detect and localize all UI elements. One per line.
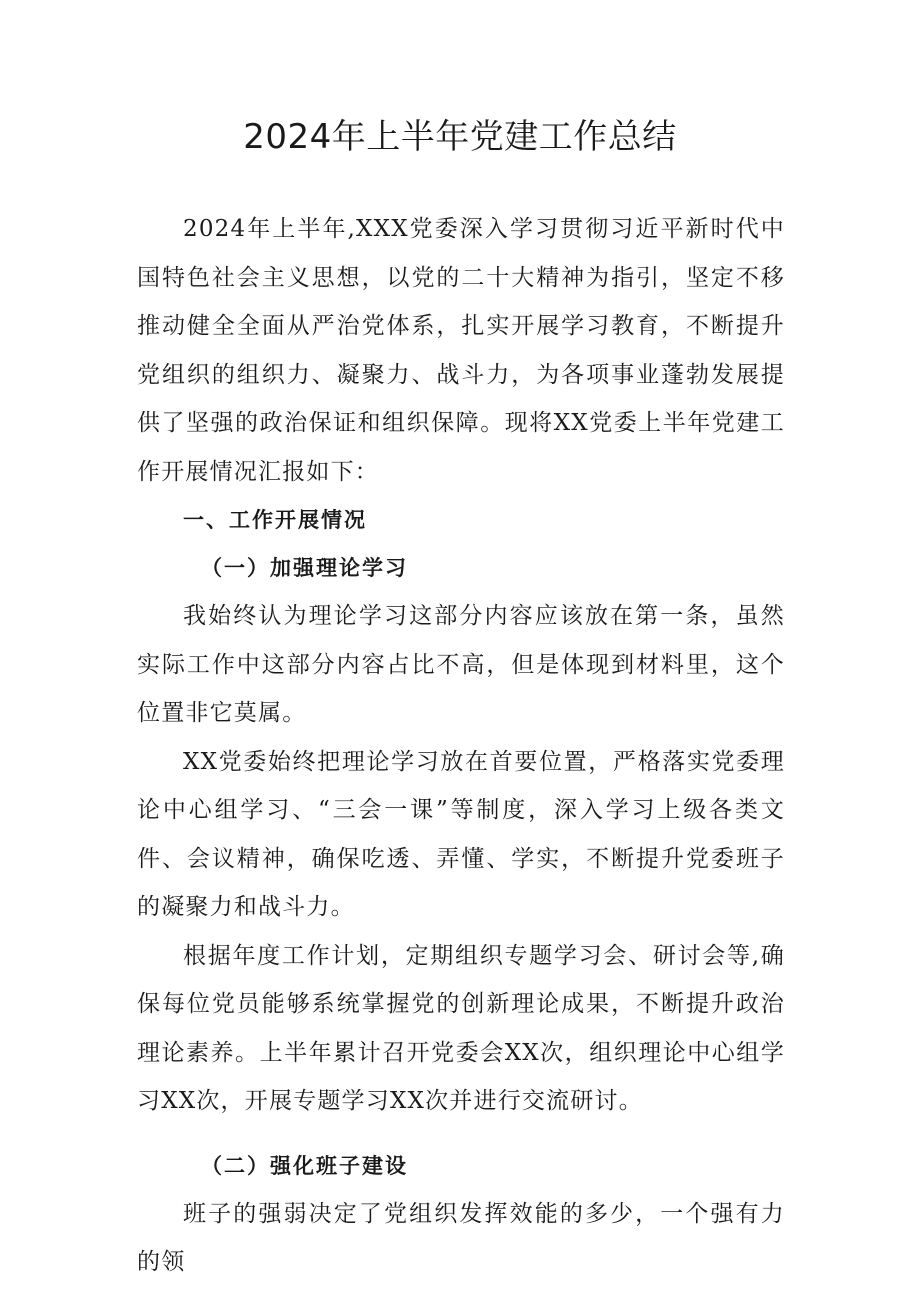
- team-building-paragraph-1: 班子的强弱决定了党组织发挥效能的多少，一个强有力的领: [137, 1200, 785, 1275]
- section-spacer: [137, 1126, 785, 1142]
- theory-study-paragraph-1: 我始终认为理论学习这部分内容应该放在第一条，虽然实际工作中这部分内容占比不高，但是体现到材料里，这个位置非它莫属。: [137, 603, 785, 726]
- intro-paragraph: 2024年上半年,XXX党委深入学习贯彻习近平新时代中国特色社会主义思想，以党的二十大精神为指引，坚定不移推动健全全面从严治党体系，扎实开展学习教育，不断提升党组织的组织力、凝聚力、战斗力，为各项事业蓬勃发展提供了坚强的政治保证和组织保障。现将XX党委上半年党建工作开展情况汇报如下：: [137, 216, 785, 485]
- theory-study-paragraph-2: XX党委始终把理论学习放在首要位置，严格落实党委理论中心组学习、“三会一课”等制度，深入学习上级各类文件、会议精神，确保吃透、弄懂、学实，不断提升党委班子的凝聚力和战斗力。: [137, 748, 785, 920]
- document-body: [137, 205, 785, 1287]
- subsection-heading-team-building: （二）强化班子建设: [201, 1153, 408, 1178]
- subsection-heading-theory-study: （一）加强理论学习: [201, 556, 408, 580]
- theory-study-paragraph-3: 根据年度工作计划，定期组织专题学习会、研讨会等,确保每位党员能够系统掌握党的创新理论成果，不断提升政治理论素养。上半年累计召开党委会XX次，组织理论中心组学习XX次，开展专题学习XX次并进行交流研讨。: [137, 942, 785, 1114]
- document-title: 2024年上半年党建工作总结: [243, 117, 677, 157]
- section-heading-work-status: 一、工作开展情况: [183, 508, 367, 532]
